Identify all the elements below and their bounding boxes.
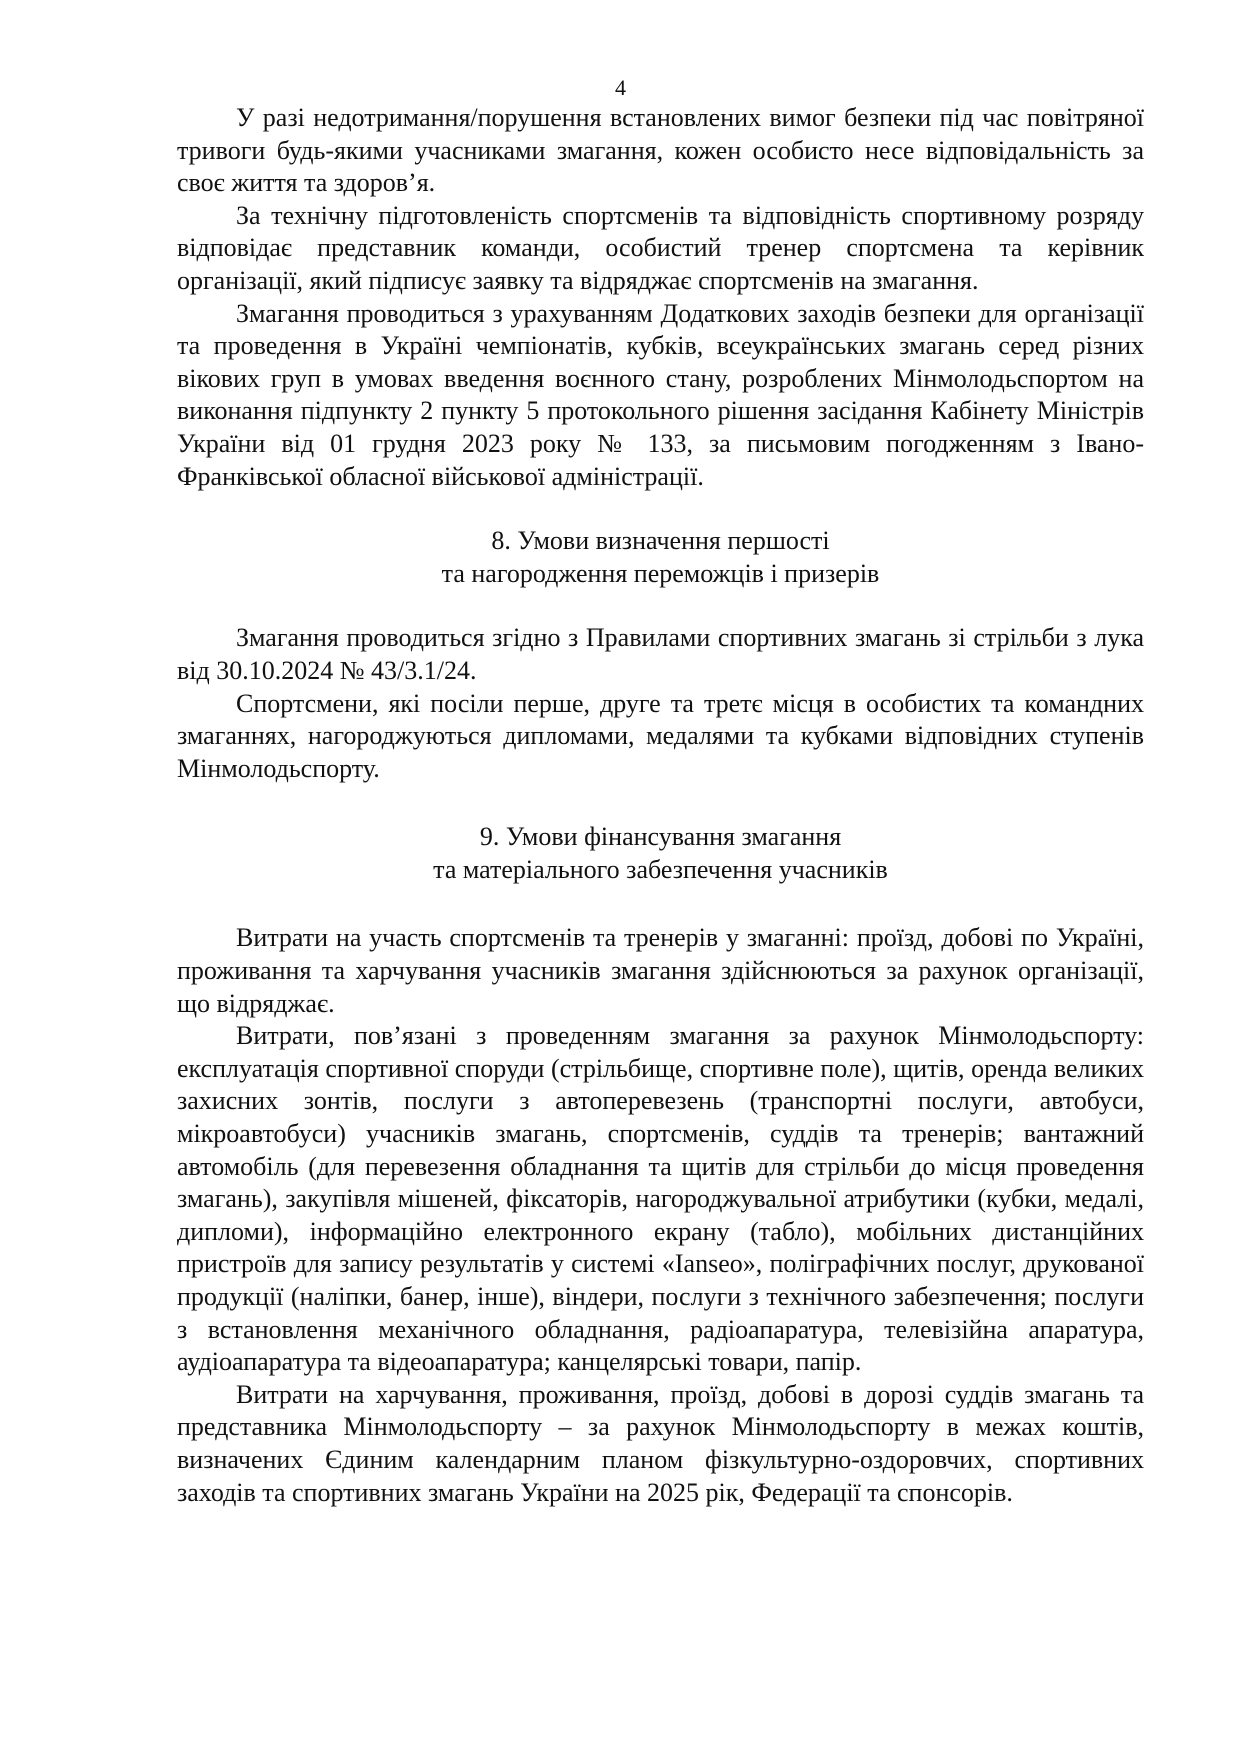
paragraph-air-raid-responsibility: У разі недотримання/порушення встановлених вимог безпеки під час повітряної тривоги будь-якими учасниками змагання, кожен особисто несе відповідальність за своє життя та здоров’я. <box>177 103 1144 198</box>
section-9-title-line-2: та матеріального забезпечення учасників <box>433 854 888 884</box>
paragraph-participant-expenses: Витрати на участь спортсменів та тренерів у змаганні: проїзд, добові по Україні, проживання та харчування учасників змагання здійснюються за рахунок організації, що відряджає. <box>177 923 1144 1018</box>
section-8-heading <box>177 525 1144 590</box>
paragraph-ministry-expenses: Витрати, пов’язані з проведенням змагання за рахунок Мінмолодьспорту: експлуатація спортивної споруди (стрільбище, спортивне поле), щитів, оренда великих захисних зонтів, послуги з автоперевезень (транспортні послуги, автобуси, мікроавтобуси) учасників змагань, спортсменів, суддів та тренерів; вантажний автомобіль (для перевезення обладнання та щитів для стрільби до місця проведення змагань), закупівля мішеней, фіксаторів, нагороджувальної атрибутики (кубки, медалі, дипломи), інформаційно електронного екрану (табло), мобільних дистанційних пристроїв для запису результатів у системі «Ianseo», поліграфічних послуг, друкованої продукції (наліпки, банер, інше), віндери, послуги з технічного забезпечення; послуги з встановлення механічного обладнання, радіоапаратура, телевізійна апаратура, аудіоапаратура та відеоапаратура; канцелярські товари, папір. <box>177 1021 1144 1377</box>
section-8-title-line-1: 8. Умови визначення першості <box>491 526 830 556</box>
section-9-title-line-1: 9. Умови фінансування змагання <box>479 822 842 852</box>
page-number: 4 <box>615 75 626 100</box>
paragraph-competition-rules: Змагання проводиться згідно з Правилами спортивних змагань зі стрільби з лука від 30.10.2024 № 43/3.1/24. <box>177 623 1144 685</box>
section-9-heading <box>177 821 1144 886</box>
section-8-title-line-2: та нагородження переможців і призерів <box>441 558 880 588</box>
paragraph-technical-readiness: За технічну підготовленість спортсменів та відповідність спортивному розряду відповідає представник команди, особистий тренер спортсмена та керівник організації, який підписує заявку та відряджає спортсменів на змагання. <box>177 200 1144 295</box>
paragraph-safety-measures: Змагання проводиться з урахуванням Додаткових заходів безпеки для організації та проведення в Україні чемпіонатів, кубків, всеукраїнських змагань серед різних вікових груп в умовах введення воєнного стану, розроблених Мінмолодьспортом на виконання підпункту 2 пункту 5 протокольного рішення засідання Кабінету Міністрів України від 01 грудня 2023 року № 133, за письмовим погодженням з Івано-Франківської обласної військової адміністрації. <box>177 298 1144 491</box>
paragraph-judges-expenses: Витрати на харчування, проживання, проїзд, добові в дорозі суддів змагань та представника Мінмолодьспорту – за рахунок Мінмолодьспорту в межах коштів, визначених Єдиним календарним планом фізкультурно-оздоровчих, спортивних заходів та спортивних змагань України на 2025 рік, Федерації та спонсорів. <box>177 1379 1144 1507</box>
document-body <box>177 102 1144 1509</box>
paragraph-awards: Спортсмени, які посіли перше, друге та третє місця в особистих та командних змаганнях, нагороджуються дипломами, медалями та кубками відповідних ступенів Мінмолодьспорту. <box>177 688 1144 783</box>
